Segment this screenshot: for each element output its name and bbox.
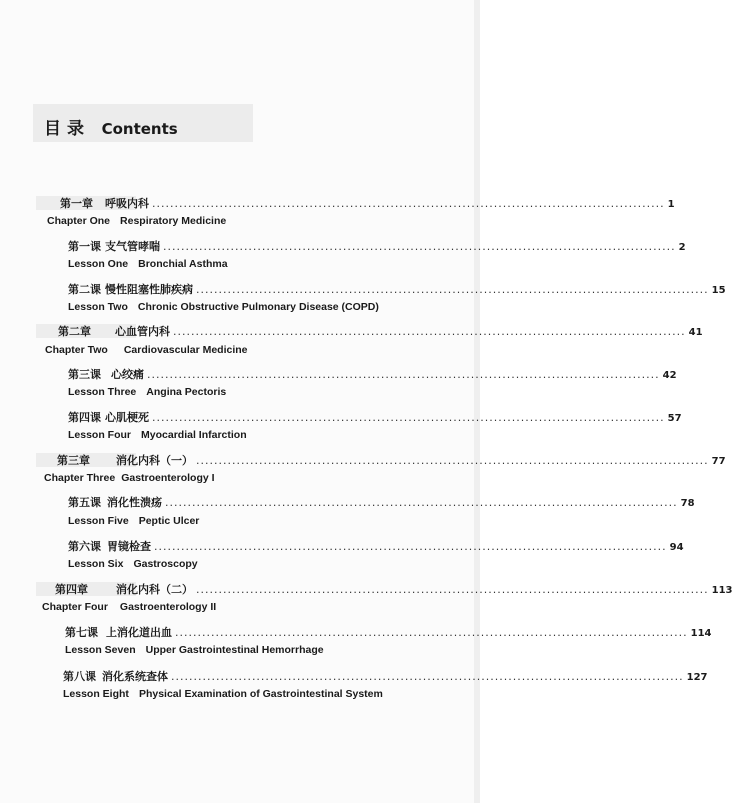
dot-leader: .................................................................................................................. (152, 197, 665, 210)
entry-title-en: Respiratory Medicine (120, 215, 227, 227)
page-number: 1 (667, 199, 675, 210)
entry-number: 第四课 (68, 411, 101, 424)
page-title-zh: 目录 (44, 119, 90, 139)
entry-number: 第五课 (68, 496, 101, 509)
page-number: 114 (690, 628, 712, 639)
entry-title-en: Chronic Obstructive Pulmonary Disease (COPD) (137, 301, 379, 313)
page-number: 78 (680, 498, 695, 509)
entry-number: 第二课 (68, 283, 101, 296)
entry-title-en: Upper Gastrointestinal Hemorrhage (145, 644, 324, 656)
entry-number: 第二章 (58, 325, 91, 338)
page-number: 41 (688, 327, 703, 338)
dot-leader: .................................................................................................................. (165, 496, 678, 509)
entry-title-en: Gastroscopy (133, 558, 198, 570)
page-number: 113 (711, 585, 733, 596)
dot-leader: .................................................................................................................. (173, 325, 686, 338)
entry-number: 第三章 (57, 454, 90, 467)
entry-number: 第八课 (63, 670, 96, 683)
toc-entry-english (63, 688, 383, 700)
entry-number-en: Lesson Two (68, 301, 128, 313)
toc-entry-english (68, 386, 226, 398)
entry-title: 消化内科（一） (116, 454, 193, 467)
entry-title: 心肌梗死 (105, 411, 149, 424)
toc-entry-chapter-four[interactable] (55, 581, 733, 597)
entry-title-en: Cardiovascular Medicine (123, 344, 248, 356)
page-number: 77 (711, 456, 726, 467)
toc-entry-english (44, 472, 215, 484)
toc-entry-english (68, 429, 247, 441)
toc-entry-chapter-one[interactable] (60, 195, 675, 211)
entry-title-en: Gastroenterology I (121, 472, 215, 484)
page-title (44, 114, 178, 139)
toc-entry-chapter-two[interactable] (58, 323, 703, 339)
entry-number: 第三课 (68, 368, 101, 381)
entry-title-en: Bronchial Asthma (138, 258, 228, 270)
entry-title: 消化系统查体 (102, 670, 168, 683)
toc-entry-lesson-seven[interactable] (65, 624, 712, 640)
toc-entry-lesson-three[interactable] (68, 366, 677, 382)
toc-entry-lesson-six[interactable] (68, 538, 684, 554)
toc-entry-lesson-eight[interactable] (63, 668, 708, 684)
toc-entry-chapter-three[interactable] (57, 452, 726, 468)
dot-leader: .................................................................................................................. (163, 240, 676, 253)
toc-entry-english (68, 558, 198, 570)
page-number: 2 (678, 242, 686, 253)
entry-number: 第六课 (68, 540, 101, 553)
entry-number-en: Lesson Seven (65, 644, 136, 656)
entry-number-en: Chapter Two (45, 344, 108, 356)
toc-entry-english (47, 215, 226, 227)
entry-number: 第四章 (55, 583, 88, 596)
entry-number: 第一章 (60, 197, 93, 210)
entry-title: 心血管内科 (115, 325, 170, 338)
entry-title-en: Myocardial Infarction (141, 429, 247, 441)
entry-title: 慢性阻塞性肺疾病 (105, 283, 193, 296)
dot-leader: .................................................................................................................. (196, 454, 709, 467)
entry-number-en: Lesson Five (68, 515, 129, 527)
dot-leader: .................................................................................................................. (171, 670, 684, 683)
page-title-en: Contents (101, 120, 178, 138)
entry-title: 上消化道出血 (106, 626, 172, 639)
entry-title-en: Peptic Ulcer (138, 515, 200, 527)
entry-number-en: Lesson Three (68, 386, 137, 398)
dot-leader: .................................................................................................................. (154, 540, 667, 553)
toc-entry-lesson-four[interactable] (68, 409, 682, 425)
toc-entry-lesson-five[interactable] (68, 494, 695, 510)
entry-number-en: Chapter Three (44, 472, 116, 484)
entry-title: 呼吸内科 (105, 197, 149, 210)
toc-entry-lesson-one[interactable] (68, 238, 686, 254)
entry-title-en: Physical Examination of Gastrointestinal System (138, 688, 383, 700)
entry-title: 胃镜检查 (107, 540, 151, 553)
entry-number-en: Lesson One (68, 258, 129, 270)
page-number: 94 (669, 542, 684, 553)
dot-leader: .................................................................................................................. (196, 583, 709, 596)
dot-leader: .................................................................................................................. (147, 368, 660, 381)
entry-number: 第七课 (65, 626, 98, 639)
entry-number-en: Lesson Eight (63, 688, 129, 700)
dot-leader: .................................................................................................................. (175, 626, 688, 639)
toc-entry-english (45, 344, 248, 356)
entry-number: 第一课 (68, 240, 101, 253)
entry-title-en: Gastroenterology II (119, 601, 217, 613)
entry-number-en: Lesson Four (68, 429, 132, 441)
page-number: 127 (686, 672, 708, 683)
entry-number-en: Lesson Six (68, 558, 124, 570)
toc-entry-english (42, 601, 216, 613)
toc-entry-lesson-two[interactable] (68, 281, 726, 297)
entry-number-en: Chapter One (47, 215, 111, 227)
entry-title: 消化内科（二） (116, 583, 193, 596)
dot-leader: .................................................................................................................. (196, 283, 709, 296)
dot-leader: .................................................................................................................. (152, 411, 665, 424)
entry-title: 支气管哮喘 (105, 240, 160, 253)
toc-entry-english (68, 515, 199, 527)
page-number: 42 (662, 370, 677, 381)
toc-entry-english (68, 301, 379, 313)
entry-number-en: Chapter Four (42, 601, 108, 613)
entry-title-en: Angina Pectoris (146, 386, 227, 398)
page-number: 15 (711, 285, 726, 296)
toc-entry-english (65, 644, 324, 656)
entry-title: 心绞痛 (111, 368, 144, 381)
toc-entry-english (68, 258, 228, 270)
page-number: 57 (667, 413, 682, 424)
entry-title: 消化性溃疡 (107, 496, 162, 509)
